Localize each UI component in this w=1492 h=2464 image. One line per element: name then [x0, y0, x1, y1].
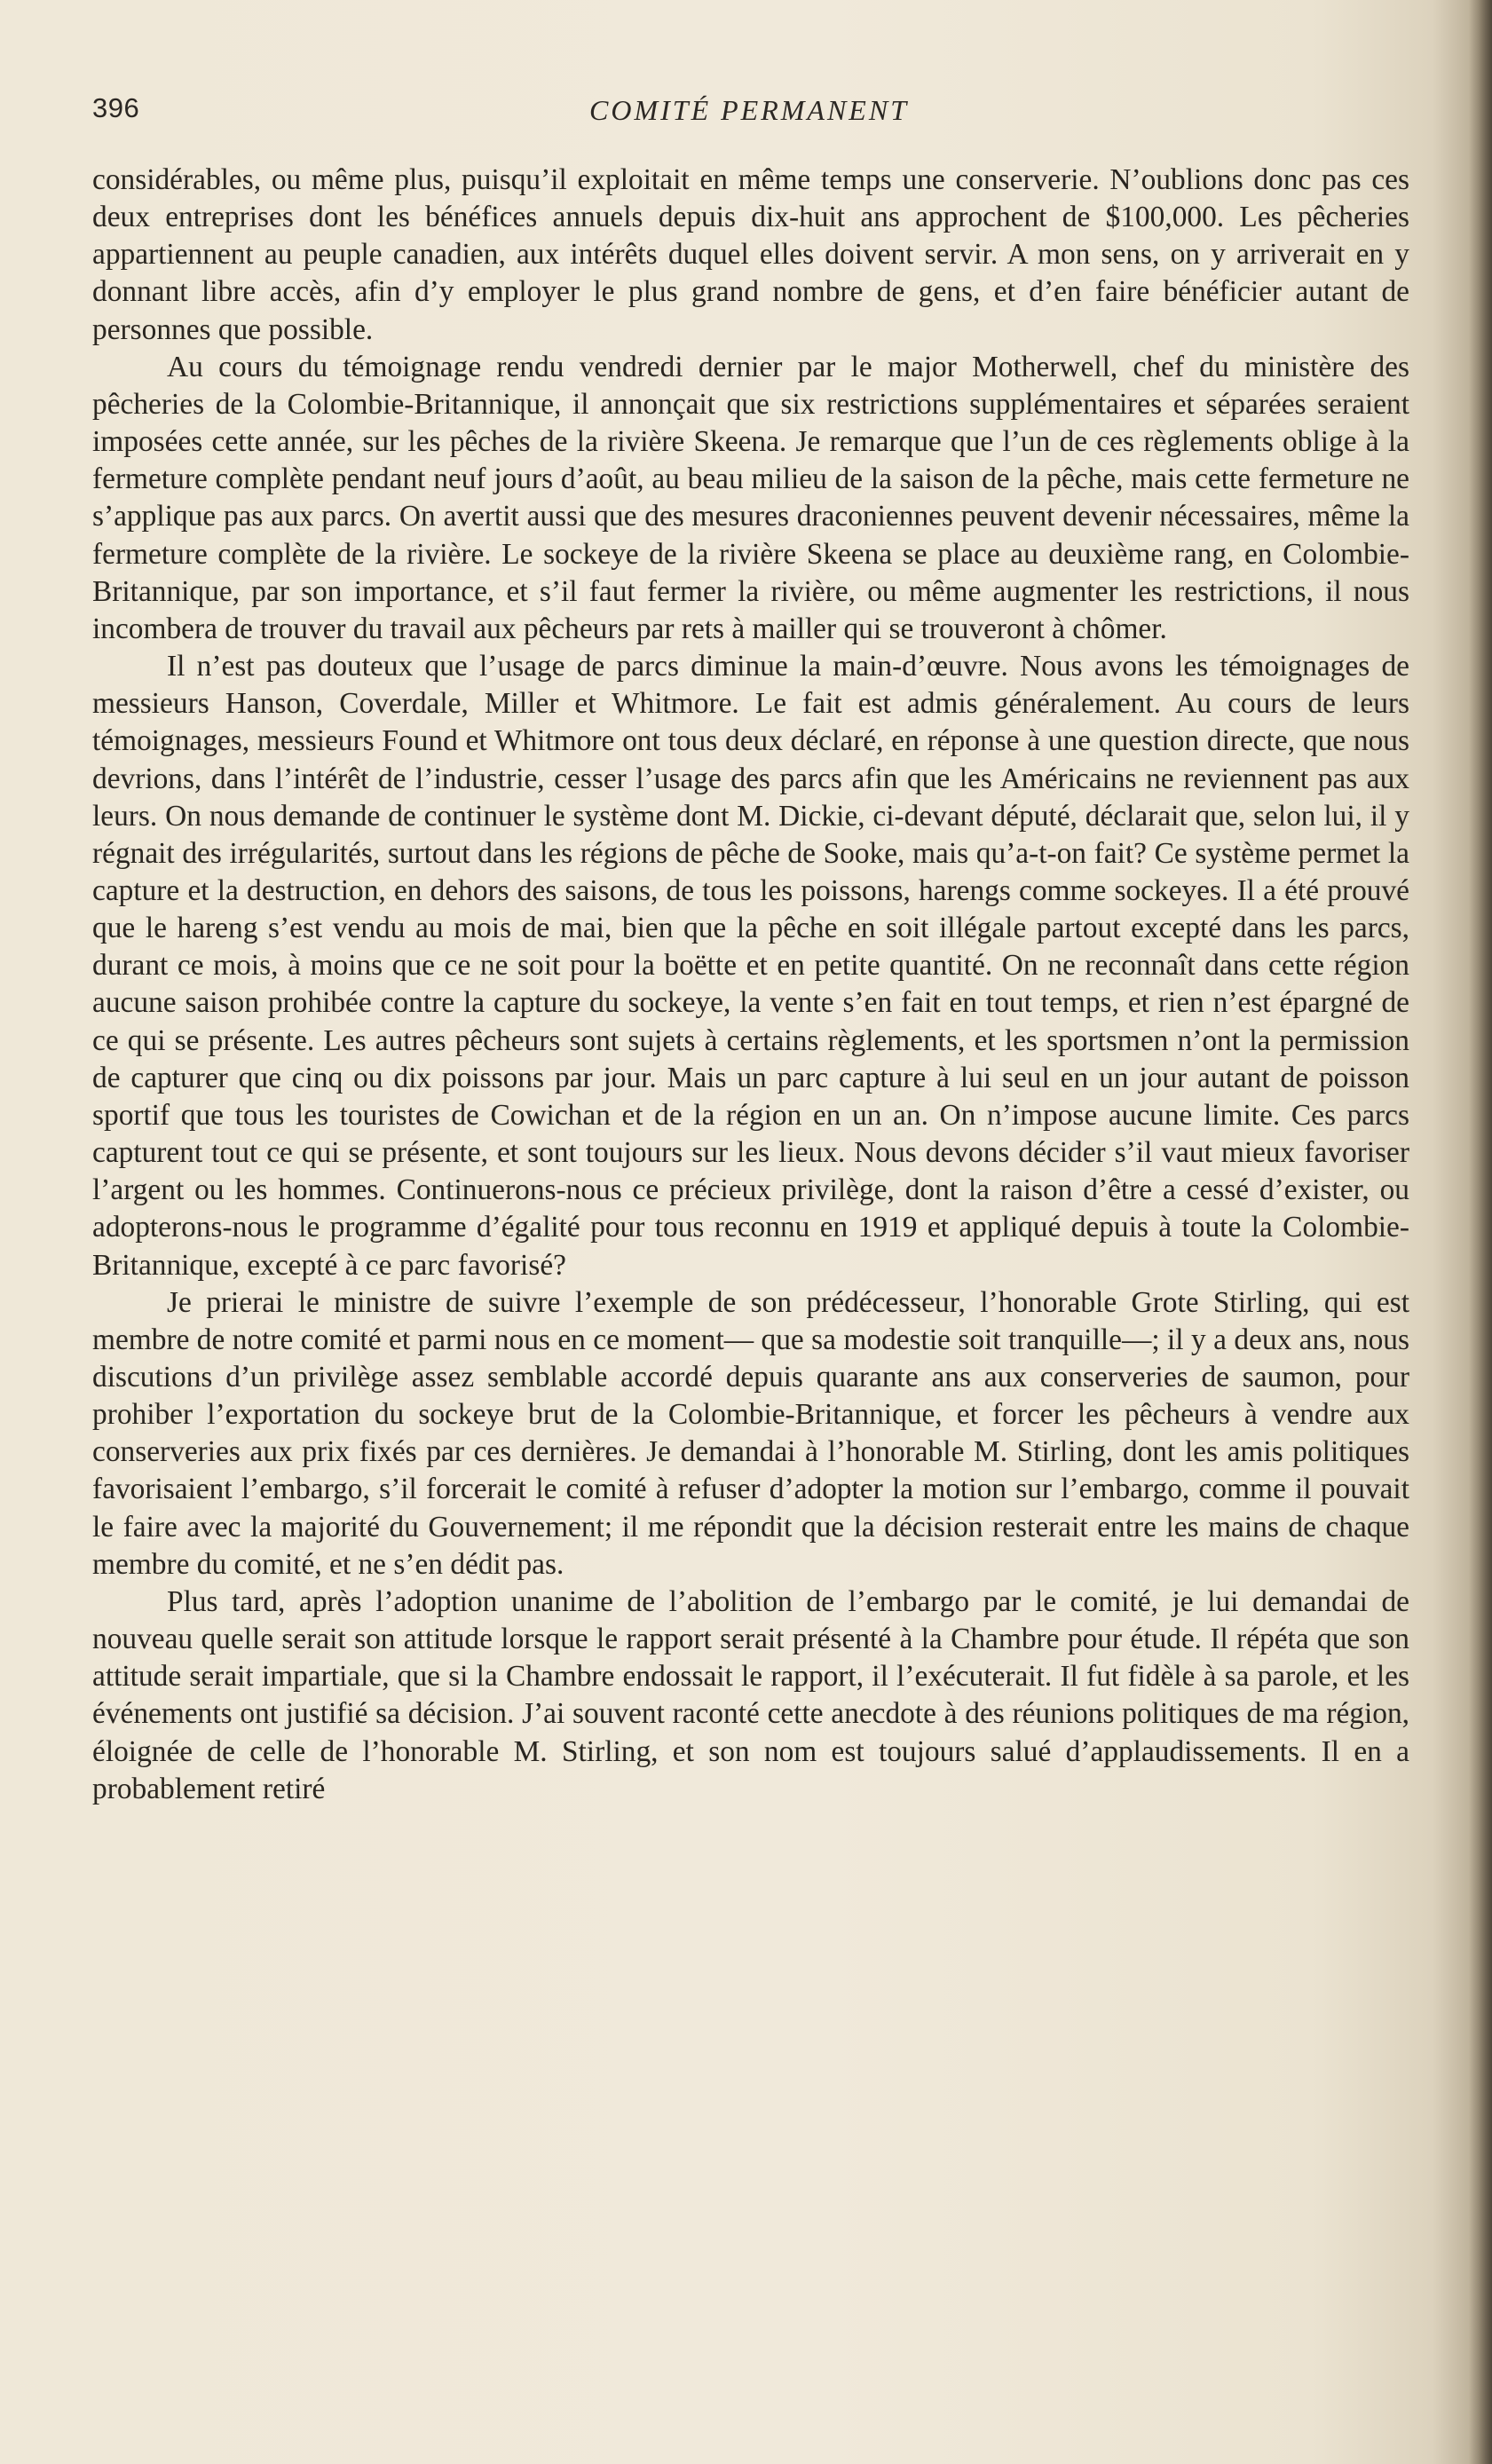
paragraph-4: Je prierai le ministre de suivre l’exemple de son prédécesseur, l’honorable Grote Stirling, qui est membre de notre comité et parmi nous en ce moment— que sa modestie soit tranquille—; il y a deux ans, nous discutions d’un privilège assez semblable accordé depuis quarante ans aux conserveries de saumon, pour prohiber l’exportation du sockeye brut de la Colombie-Britannique, et forcer les pêcheurs à vendre aux conserveries aux prix fixés par ces dernières. Je demandai à l’honorable M. Stirling, dont les amis politiques favorisaient l’embargo, s’il forcerait le comité à refuser d’adopter la motion sur l’embargo, comme il pouvait le faire avec la majorité du Gouvernement; il me répondit que la décision resterait entre les mains de chaque membre du comité, et ne s’en dédit pas. [92, 1285, 1409, 1581]
paragraph-1: considérables, ou même plus, puisqu’il exploitait en même temps une conserverie. N’oublions donc pas ces deux entreprises dont les bénéfices annuels depuis dix-huit ans approchent de $100,000. Les pêcheries appartiennent au peuple canadien, aux intérêts duquel elles doivent servir. A mon sens, on y arriverait en y donnant libre accès, afin d’y employer le plus grand nombre de gens, et d’en faire bénéficier autant de personnes que possible. [92, 163, 1409, 346]
paragraph-3: Il n’est pas douteux que l’usage de parcs diminue la main-d’œuvre. Nous avons les témoignages de messieurs Hanson, Coverdale, Miller et Whitmore. Le fait est admis généralement. Au cours de leurs témoignages, messieurs Found et Whitmore ont tous deux déclaré, en réponse à une question directe, que nous devrions, dans l’intérêt de l’industrie, cesser l’usage des parcs afin que les Américains ne reviennent pas aux leurs. On nous demande de continuer le système dont M. Dickie, ci-devant député, déclarait que, selon lui, il y régnait des irrégularités, surtout dans les régions de pêche de Sooke, mais qu’a-t-on fait? Ce système permet la capture et la destruction, en dehors des saisons, de tous les poissons, harengs comme sockeyes. Il a été prouvé que le hareng s’est vendu au mois de mai, bien que la pêche en soit illégale partout excepté dans les parcs, durant ce mois, à moins que ce ne soit pour la boëtte et en petite quantité. On ne reconnaît dans cette région aucune saison prohibée contre la capture du sockeye, la vente s’en fait en tout temps, et rien n’est épargné de ce qui se présente. Les autres pêcheurs sont sujets à certains règlements, et les sportsmen n’ont la permission de capturer que cinq ou dix poissons par jour. Mais un parc capture à lui seul en un jour autant de poisson sportif que tous les touristes de Cowichan et de la région en un an. On n’impose aucune limite. Ces parcs capturent tout ce qui se présente, et sont toujours sur les lieux. Nous devons décider s’il vaut mieux favoriser l’argent ou les hommes. Continuerons-nous ce précieux privilège, dont la raison d’être a cessé d’exister, ou adopterons-nous le programme d’égalité pour tous reconnu en 1919 et appliqué depuis à toute la Colombie-Britannique, excepté à ce parc favorisé? [92, 650, 1409, 1282]
running-title: COMITÉ PERMANENT [589, 94, 909, 126]
paragraph-5: Plus tard, après l’adoption unanime de l’abolition de l’embargo par le comité, je lui demandai de nouveau quelle serait son attitude lorsque le rapport serait présenté à la Chambre pour étude. Il répéta que son attitude serait impartiale, que si la Chambre endossait le rapport, il l’exécuterait. Il fut fidèle à sa parole, et les événements ont justifié sa décision. J’ai souvent raconté cette anecdote à des réunions politiques de ma région, éloignée de celle de l’honorable M. Stirling, et son nom est toujours salué d’applaudissements. Il en a probablement retiré [92, 1584, 1409, 1805]
page-number: 396 [92, 92, 140, 123]
page-spine-shadow [1469, 0, 1492, 2464]
body-text [92, 162, 1409, 1808]
running-head [92, 92, 1406, 131]
paragraph-2: Au cours du témoignage rendu vendredi dernier par le major Motherwell, chef du ministère des pêcheries de la Colombie-Britannique, il annonçait que six restrictions supplémentaires et séparées seraient imposées cette année, sur les pêches de la rivière Skeena. Je remarque que l’un de ces règlements oblige à la fermeture complète pendant neuf jours d’août, au beau milieu de la saison de la pêche, mais cette fermeture ne s’applique pas aux parcs. On avertit aussi que des mesures draconiennes peuvent devenir nécessaires, même la fermeture complète de la rivière. Le sockeye de la rivière Skeena se place au deuxième rang, en Colombie-Britannique, par son importance, et s’il faut fermer la rivière, ou même augmenter les restrictions, il nous incombera de trouver du travail aux pêcheurs par rets à mailler qui se trouveront à chômer. [92, 350, 1409, 645]
